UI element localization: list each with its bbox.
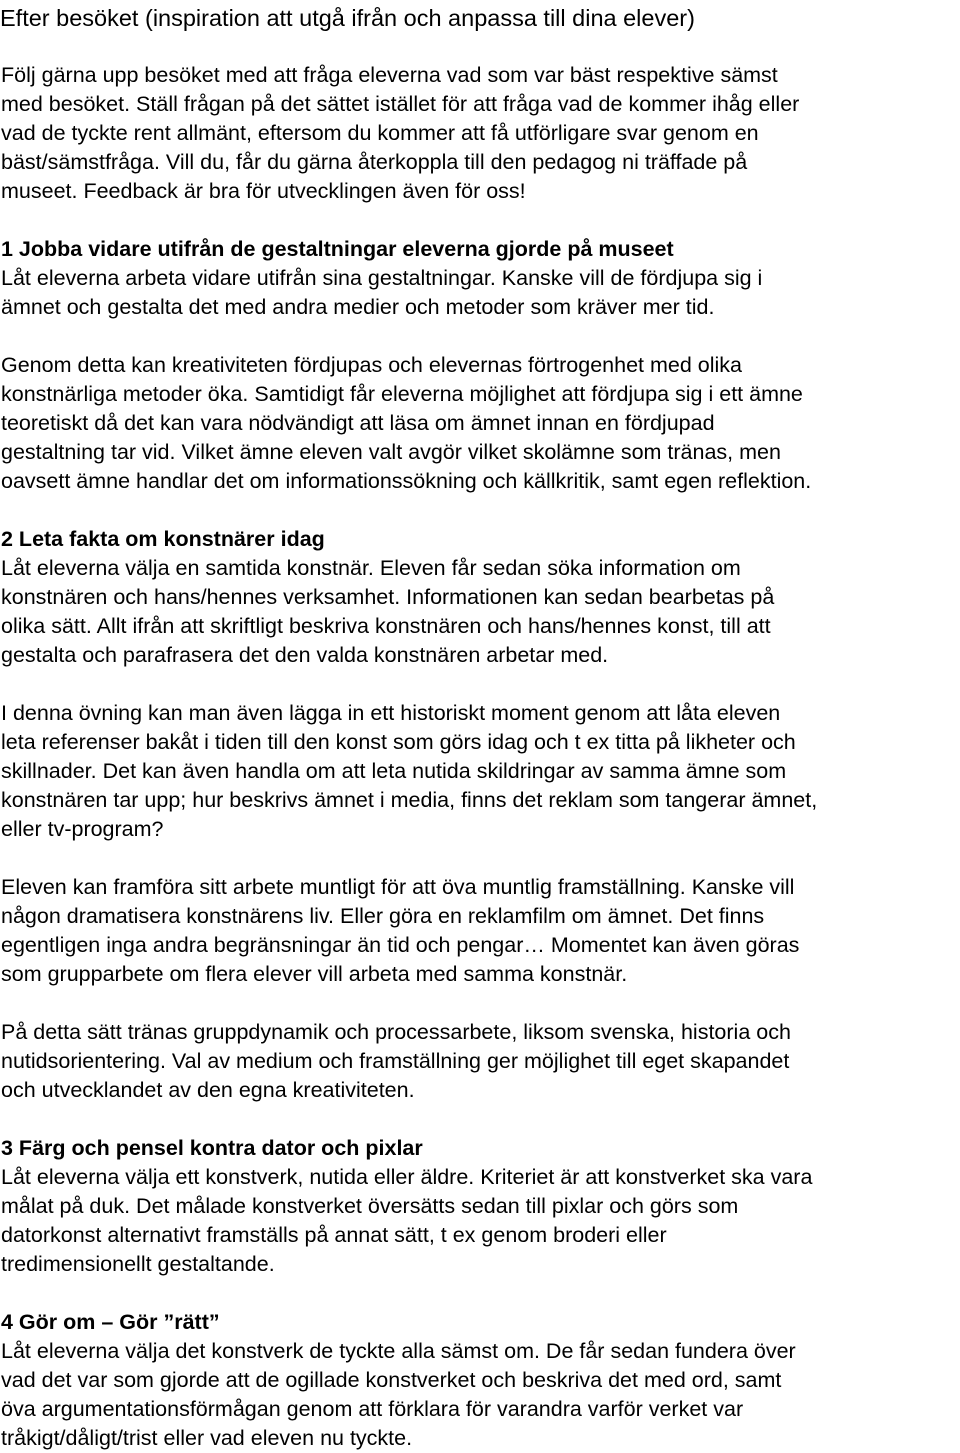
intro-line: museet. Feedback är bra för utvecklingen även för oss! [1, 179, 526, 203]
section1-line: Låt eleverna arbeta vidare utifrån sina gestaltningar. Kanske vill de fördjupa sig i [1, 266, 763, 290]
section2-line: som grupparbete om flera elever vill arbeta med samma konstnär. [1, 962, 628, 986]
section2-line: eller tv-program? [1, 817, 164, 841]
intro-line: Följ gärna upp besöket med att fråga eleverna vad som var bäst respektive sämst [1, 63, 778, 87]
section3-heading: 3 Färg och pensel kontra dator och pixlar [1, 1136, 423, 1160]
section2-line: konstnären och hans/hennes verksamhet. Informationen kan sedan bearbetas på [1, 585, 775, 609]
section2-line: och utvecklandet av den egna kreativiteten. [1, 1078, 415, 1102]
section2-line: På detta sätt tränas gruppdynamik och processarbete, liksom svenska, historia och [1, 1020, 791, 1044]
intro-line: vad de tyckte rent allmänt, eftersom du kommer att få utförligare svar genom en [1, 121, 759, 145]
section2-line: konstnären tar upp; hur beskrivs ämnet i media, finns det reklam som tangerar ämnet, [1, 788, 818, 812]
section3-line: Låt eleverna välja ett konstverk, nutida eller äldre. Kriteriet är att konstverket ska vara [1, 1165, 813, 1189]
section3-line: målat på duk. Det målade konstverket översätts sedan till pixlar och görs som [1, 1194, 739, 1218]
section2-heading: 2 Leta fakta om konstnärer idag [1, 527, 325, 551]
section3-line: tredimensionellt gestaltande. [1, 1252, 275, 1276]
section2-line: egentligen inga andra begränsningar än tid och pengar… Momentet kan även göras [1, 933, 800, 957]
section1-line: oavsett ämne handlar det om informationssökning och källkritik, samt egen reflektion. [1, 469, 812, 493]
section4-line: vad det var som gjorde att de ogillade konstverket och beskriva det med ord, samt [1, 1368, 782, 1392]
section4-line: Låt eleverna välja det konstverk de tyckte alla sämst om. De får sedan fundera över [1, 1339, 796, 1363]
section2-line: Låt eleverna välja en samtida konstnär. Eleven får sedan söka information om [1, 556, 741, 580]
section1-line: teoretiskt då det kan vara nödvändigt att läsa om ämnet innan en fördjupad [1, 411, 715, 435]
section2-line: skillnader. Det kan även handla om att leta nutida skildringar av samma ämne som [1, 759, 787, 783]
section2-line: Eleven kan framföra sitt arbete muntligt för att öva muntlig framställning. Kanske vill [1, 875, 795, 899]
section2-line: nutidsorientering. Val av medium och framställning ger möjlighet till eget skapandet [1, 1049, 790, 1073]
section2-line: leta referenser bakåt i tiden till den konst som görs idag och t ex titta på likheter och [1, 730, 796, 754]
intro-line: med besöket. Ställ frågan på det sättet istället för att fråga vad de kommer ihåg eller [1, 92, 800, 116]
section4-heading: 4 Gör om – Gör ”rätt” [1, 1310, 220, 1334]
section2-line: någon dramatisera konstnärens liv. Eller göra en reklamfilm om ämnet. Det finns [1, 904, 765, 928]
section4-line: öva argumentationsförmågan genom att förklara för varandra varför verket var [1, 1397, 744, 1421]
section2-line: I denna övning kan man även lägga in ett historiskt moment genom att låta eleven [1, 701, 781, 725]
page-title: Efter besöket (inspiration att utgå ifrån och anpassa till dina elever) [0, 5, 695, 31]
section3-line: datorkonst alternativt framställs på annat sätt, t ex genom broderi eller [1, 1223, 667, 1247]
section2-line: gestalta och parafrasera det den valda konstnären arbetar med. [1, 643, 609, 667]
section1-line: ämnet och gestalta det med andra medier och metoder som kräver mer tid. [1, 295, 715, 319]
section1-line: konstnärliga metoder öka. Samtidigt får eleverna möjlighet att fördjupa sig i ett ämne [1, 382, 803, 406]
section2-line: olika sätt. Allt ifrån att skriftligt beskriva konstnären och hans/hennes konst, till att [1, 614, 771, 638]
section1-heading: 1 Jobba vidare utifrån de gestaltningar eleverna gjorde på museet [1, 237, 674, 261]
section4-line: tråkigt/dåligt/trist eller vad eleven nu tyckte. [1, 1426, 413, 1450]
section1-line: Genom detta kan kreativiteten fördjupas och elevernas förtrogenhet med olika [1, 353, 742, 377]
section1-line: gestaltning tar vid. Vilket ämne eleven valt avgör vilket skolämne som tränas, men [1, 440, 781, 464]
intro-line: bäst/sämstfråga. Vill du, får du gärna återkoppla till den pedagog ni träffade på [1, 150, 748, 174]
